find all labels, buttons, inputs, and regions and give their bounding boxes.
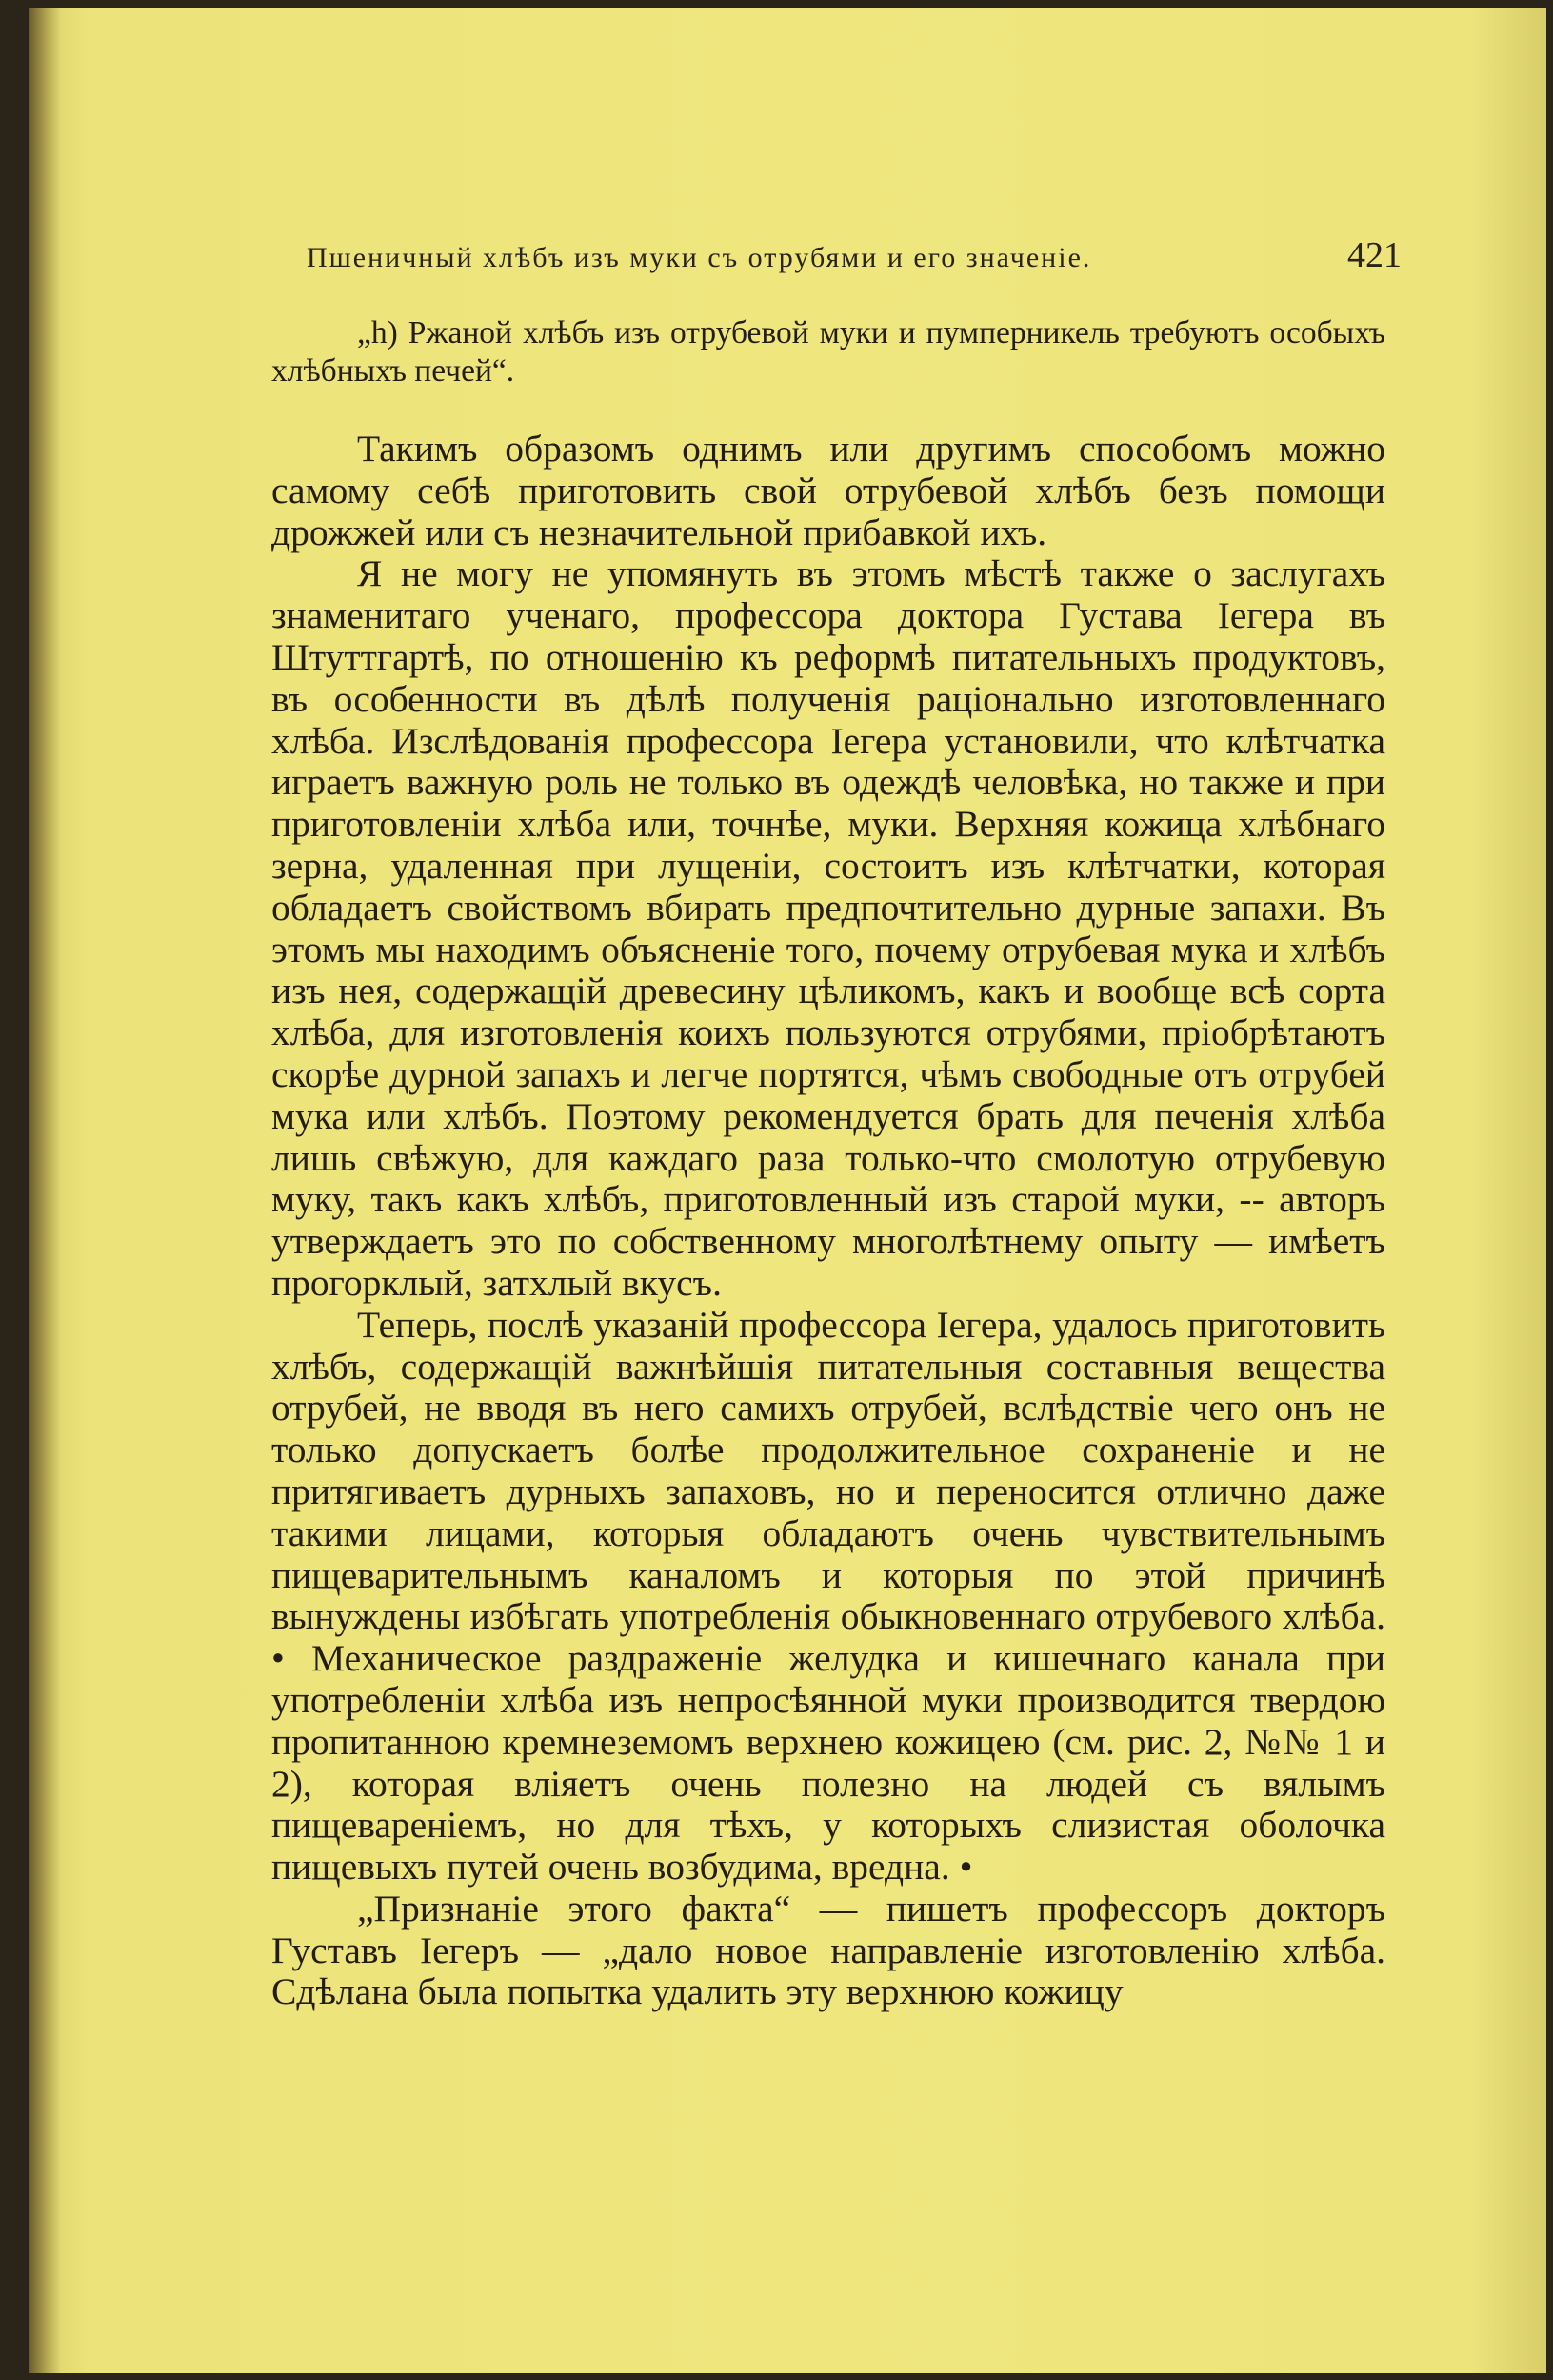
page-number: 421 [1347,235,1402,275]
body-text [271,314,1385,2013]
paragraph: Теперь, послѣ указаній профессора Іегера, удалось приготовить хлѣбъ, содержащій важнѣйшія питательныя составныя вещества отрубей, не вводя въ него самихъ отрубей, вслѣдствіе чего онъ не только допускаетъ болѣе продолжительное сохраненіе и не притягиваетъ дурныхъ запаховъ, но и переносится отлично даже такими лицами, которыя обладаютъ очень чувствительнымъ пищеварительнымъ каналомъ и которыя по этой причинѣ вынуждены избѣгать употребленія обыкновеннаго отрубевого хлѣба. • Механическое раздраженіе желудка и кишечнаго канала при употребленіи хлѣба изъ непросѣянной муки производится твердою пропитанною кремнеземомъ верхнею кожицею (см. рис. 2, №№ 1 и 2), которая вліяетъ очень полезно на людей съ вялымъ пищевареніемъ, но для тѣхъ, у которыхъ слизистая оболочка пищевыхъ путей очень возбудима, вредна. • [271,1303,1385,1889]
running-title: Пшеничный хлѣбъ изъ муки съ отрубями и его значеніе. [307,242,1092,273]
running-header [307,234,1402,276]
paragraph: „Признаніе этого факта“ — пишетъ профессоръ докторъ Густавъ Іегеръ — „дало новое направленіе изготовленію хлѣба. Сдѣлана была попытка удалить эту верхнюю кожицу [271,1887,1385,2013]
page-spine-shadow [29,8,61,2373]
paragraph-quote-note: „h) Ржаной хлѣбъ изъ отрубевой муки и пумперникель требуютъ особыхъ хлѣбныхъ печей“. [271,315,1385,389]
paragraph: Такимъ образомъ однимъ или другимъ способомъ можно самому себѣ приготовить свой отрубевой хлѣбъ безъ помощи дрожжей или съ незначительной прибавкой ихъ. [271,428,1385,553]
book-page [29,8,1546,2373]
paragraph: Я не могу не упомянуть въ этомъ мѣстѣ также о заслугахъ знаменитаго ученаго, профессора доктора Густава Іегера въ Штуттгартѣ, по отношенію къ реформѣ питательныхъ продуктовъ, въ особенности въ дѣлѣ полученія раціонально изготовленнаго хлѣба. Изслѣдованія профессора Іегера установили, что клѣтчатка играетъ важную роль не только въ одеждѣ человѣка, но также и при приготовленіи хлѣба или, точнѣе, муки. Верхняя кожица хлѣбнаго зерна, удаленная при лущеніи, состоитъ изъ клѣтчатки, которая обладаетъ свойствомъ вбирать предпочтительно дурные запахи. Въ этомъ мы находимъ объясненіе того, почему отрубевая мука и хлѣбъ изъ нея, содержащій древесину цѣликомъ, какъ и вообще всѣ сорта хлѣба, для изготовленія коихъ пользуются отрубями, пріобрѣтаютъ скорѣе дурной запахъ и легче портятся, чѣмъ свободные отъ отрубей мука или хлѣбъ. Поэтому рекомендуется брать для печенія хлѣба лишь свѣжую, для каждаго раза только-что смолотую отрубевую муку, такъ какъ хлѣбъ, приготовленный изъ старой муки, -- авторъ утверждаетъ это по собственному многолѣтнему опыту — имѣетъ прогорклый, затхлый вкусъ. [271,552,1385,1304]
